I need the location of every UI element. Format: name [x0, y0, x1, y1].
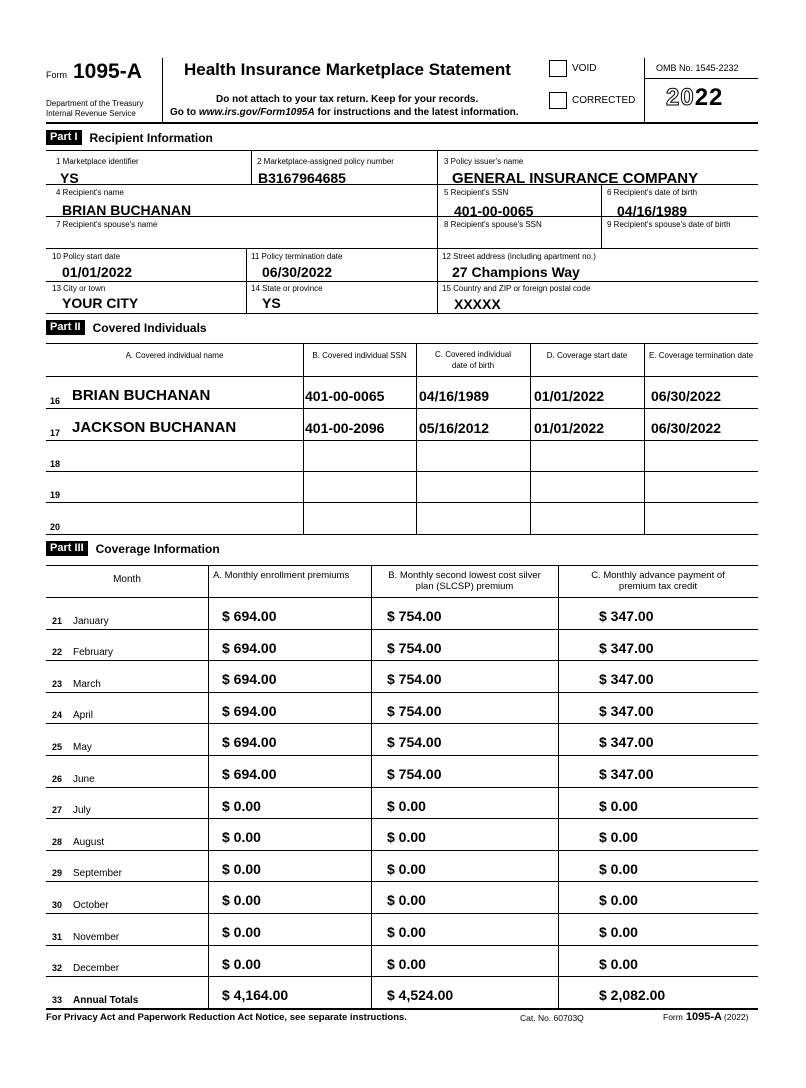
tax-year-prefix: 20: [666, 84, 695, 111]
line-number: 17: [50, 428, 61, 438]
recipient-ssn[interactable]: 401-00-0065: [454, 203, 534, 219]
enrollment-premium[interactable]: $ 694.00: [222, 671, 277, 687]
part3-label: Part III: [46, 541, 88, 556]
enrollment-premium[interactable]: $ 0.00: [222, 892, 261, 908]
catalog-number: Cat. No. 60703Q: [520, 1013, 584, 1023]
col-header-advance-line2: premium tax credit: [618, 581, 698, 592]
instructions-line1: Do not attach to your tax return. Keep for your records.: [216, 94, 479, 105]
void-label: VOID: [572, 63, 597, 74]
field9-label: 9 Recipient's spouse's date of birth: [607, 220, 731, 229]
advance-payment[interactable]: $ 347.00: [599, 640, 654, 656]
line-number: 30: [52, 900, 63, 910]
col-header-enrollment-premiums: A. Monthly enrollment premiums: [213, 570, 350, 581]
form-number: 1095-A: [73, 60, 142, 83]
policy-issuer-name[interactable]: GENERAL INSURANCE COMPANY: [452, 170, 699, 187]
line-number: 23: [52, 679, 63, 689]
field11-label: 11 Policy termination date: [251, 252, 343, 261]
month-label: June: [73, 774, 95, 785]
col-header-slcsp-line1: B. Monthly second lowest cost silver: [388, 570, 541, 581]
privacy-notice: For Privacy Act and Paperwork Reduction Act Notice, see separate instructions.: [46, 1012, 407, 1023]
advance-payment[interactable]: $ 2,082.00: [599, 987, 666, 1003]
slcsp-premium[interactable]: $ 754.00: [387, 640, 442, 656]
recipient-name[interactable]: BRIAN BUCHANAN: [62, 202, 192, 218]
col-header-start: D. Coverage start date: [546, 351, 628, 360]
enrollment-premium[interactable]: $ 0.00: [222, 861, 261, 877]
field5-label: 5 Recipient's SSN: [444, 188, 509, 197]
corrected-label: CORRECTED: [572, 95, 636, 106]
field1-label: 1 Marketplace identifier: [56, 157, 139, 166]
line-number: 32: [52, 963, 63, 973]
coverage-end[interactable]: 06/30/2022: [651, 420, 722, 436]
enrollment-premium[interactable]: $ 4,164.00: [222, 987, 289, 1003]
line-number: 22: [52, 647, 63, 657]
slcsp-premium[interactable]: $ 0.00: [387, 829, 426, 845]
policy-start-date[interactable]: 01/01/2022: [62, 264, 133, 280]
country-zip[interactable]: XXXXX: [454, 296, 501, 312]
enrollment-premium[interactable]: $ 0.00: [222, 798, 261, 814]
omb-number: OMB No. 1545-2232: [656, 63, 739, 73]
advance-payment[interactable]: $ 0.00: [599, 924, 638, 940]
covered-ssn[interactable]: 401-00-0065: [305, 388, 385, 404]
part1-label: Part I: [46, 130, 82, 145]
coverage-end[interactable]: 06/30/2022: [651, 388, 722, 404]
slcsp-premium[interactable]: $ 754.00: [387, 671, 442, 687]
tax-year: [666, 84, 723, 112]
marketplace-identifier[interactable]: YS: [60, 170, 79, 186]
slcsp-premium[interactable]: $ 0.00: [387, 924, 426, 940]
corrected-checkbox[interactable]: [549, 92, 567, 109]
enrollment-premium[interactable]: $ 694.00: [222, 734, 277, 750]
recipient-date-of-birth[interactable]: 04/16/1989: [617, 203, 688, 219]
coverage-start[interactable]: 01/01/2022: [534, 420, 605, 436]
slcsp-premium[interactable]: $ 4,524.00: [387, 987, 454, 1003]
covered-dob[interactable]: 05/16/2012: [419, 420, 490, 436]
month-label: August: [73, 837, 105, 848]
footer-form-number: 1095-A: [685, 1011, 722, 1023]
advance-payment[interactable]: $ 347.00: [599, 608, 654, 624]
part2-header: [46, 320, 207, 335]
advance-payment[interactable]: $ 347.00: [599, 766, 654, 782]
covered-name[interactable]: BRIAN BUCHANAN: [72, 387, 211, 404]
slcsp-premium[interactable]: $ 0.00: [387, 956, 426, 972]
month-label: Annual Totals: [73, 995, 139, 1006]
department-line2: Internal Revenue Service: [46, 109, 136, 118]
month-label: July: [73, 805, 91, 816]
instructions-line2: [170, 107, 519, 118]
month-label: December: [73, 963, 120, 974]
field14-label: 14 State or province: [251, 284, 323, 293]
advance-payment[interactable]: $ 0.00: [599, 798, 638, 814]
field2-label: 2 Marketplace-assigned policy number: [257, 157, 394, 166]
col-header-dob-line1: C. Covered individual: [434, 350, 512, 359]
enrollment-premium[interactable]: $ 0.00: [222, 956, 261, 972]
advance-payment[interactable]: $ 0.00: [599, 829, 638, 845]
advance-payment[interactable]: $ 0.00: [599, 956, 638, 972]
enrollment-premium[interactable]: $ 694.00: [222, 608, 277, 624]
policy-number[interactable]: B3167964685: [258, 170, 346, 186]
footer-form-id: [663, 1011, 749, 1023]
month-label: March: [73, 679, 101, 690]
covered-dob[interactable]: 04/16/1989: [419, 388, 490, 404]
slcsp-premium[interactable]: $ 0.00: [387, 798, 426, 814]
form-word: Form: [46, 70, 67, 80]
line-number: 18: [50, 459, 61, 469]
advance-payment[interactable]: $ 0.00: [599, 861, 638, 877]
field10-label: 10 Policy start date: [52, 252, 121, 261]
month-label: February: [73, 647, 114, 658]
coverage-start[interactable]: 01/01/2022: [534, 388, 605, 404]
field4-label: 4 Recipient's name: [56, 188, 124, 197]
month-label: October: [73, 900, 109, 911]
advance-payment[interactable]: $ 347.00: [599, 703, 654, 719]
col-header-advance-line1: C. Monthly advance payment of: [591, 570, 725, 581]
footer-form-word: Form: [663, 1012, 683, 1022]
slcsp-premium[interactable]: $ 754.00: [387, 703, 442, 719]
instructions-go-to: Go to: [170, 107, 199, 118]
month-label: April: [73, 710, 94, 721]
policy-termination-date[interactable]: 06/30/2022: [262, 264, 333, 280]
enrollment-premium[interactable]: $ 0.00: [222, 924, 261, 940]
part3-title: Coverage Information: [95, 541, 220, 556]
enrollment-premium[interactable]: $ 694.00: [222, 640, 277, 656]
department-line1: Department of the Treasury: [46, 99, 144, 108]
slcsp-premium[interactable]: $ 754.00: [387, 608, 442, 624]
col-header-end: E. Coverage termination date: [648, 351, 754, 360]
advance-payment[interactable]: $ 347.00: [599, 734, 654, 750]
col-header-ssn: B. Covered individual SSN: [312, 351, 407, 360]
slcsp-premium[interactable]: $ 754.00: [387, 766, 442, 782]
part3-header: [46, 541, 220, 556]
field6-label: 6 Recipient's date of birth: [607, 188, 698, 197]
covered-ssn[interactable]: 401-00-2096: [305, 420, 385, 436]
page-title: Health Insurance Marketplace Statement: [184, 60, 511, 79]
field3-label: 3 Policy issuer's name: [444, 157, 524, 166]
slcsp-premium[interactable]: $ 0.00: [387, 892, 426, 908]
part1-header: [46, 130, 213, 145]
part2-label: Part II: [46, 320, 85, 335]
line-number: 21: [52, 616, 63, 626]
field13-label: 13 City or town: [52, 284, 106, 293]
irs-link[interactable]: www.irs.gov/Form1095A: [198, 107, 315, 118]
city-or-town[interactable]: YOUR CITY: [62, 295, 139, 311]
enrollment-premium[interactable]: $ 0.00: [222, 829, 261, 845]
state-or-province[interactable]: YS: [262, 295, 281, 311]
instructions-tail: for instructions and the latest information.: [314, 107, 519, 118]
month-label: November: [73, 932, 120, 943]
col-header-month: Month: [113, 574, 141, 585]
col-header-dob-line2: date of birth: [451, 361, 495, 370]
line-number: 25: [52, 742, 63, 752]
advance-payment[interactable]: $ 347.00: [599, 671, 654, 687]
enrollment-premium[interactable]: $ 694.00: [222, 766, 277, 782]
covered-name[interactable]: JACKSON BUCHANAN: [72, 419, 237, 436]
field7-label: 7 Recipient's spouse's name: [56, 220, 158, 229]
part2-title: Covered Individuals: [92, 320, 207, 335]
enrollment-premium[interactable]: $ 694.00: [222, 703, 277, 719]
col-header-name: A. Covered individual name: [125, 351, 224, 360]
line-number: 29: [52, 868, 63, 878]
field8-label: 8 Recipient's spouse's SSN: [444, 220, 542, 229]
col-header-slcsp-line2: plan (SLCSP) premium: [415, 581, 514, 592]
line-number: 16: [50, 396, 61, 406]
line-number: 31: [52, 932, 63, 942]
advance-payment[interactable]: $ 0.00: [599, 892, 638, 908]
month-label: September: [73, 868, 122, 879]
slcsp-premium[interactable]: $ 0.00: [387, 861, 426, 877]
street-address[interactable]: 27 Champions Way: [452, 264, 580, 280]
field12-label: 12 Street address (including apartment no.): [442, 252, 596, 261]
line-number: 24: [52, 710, 63, 720]
tax-year-suffix: 22: [694, 84, 724, 111]
line-number: 20: [50, 522, 61, 532]
void-checkbox[interactable]: [549, 60, 567, 77]
line-number: 19: [50, 490, 61, 500]
month-label: January: [73, 616, 109, 627]
month-label: May: [73, 742, 92, 753]
slcsp-premium[interactable]: $ 754.00: [387, 734, 442, 750]
part1-title: Recipient Information: [89, 130, 213, 145]
field15-label: 15 Country and ZIP or foreign postal code: [442, 284, 591, 293]
footer-form-year: (2022): [723, 1012, 749, 1022]
line-number: 27: [52, 805, 63, 815]
line-number: 33: [52, 995, 63, 1005]
line-number: 28: [52, 837, 63, 847]
line-number: 26: [52, 774, 63, 784]
